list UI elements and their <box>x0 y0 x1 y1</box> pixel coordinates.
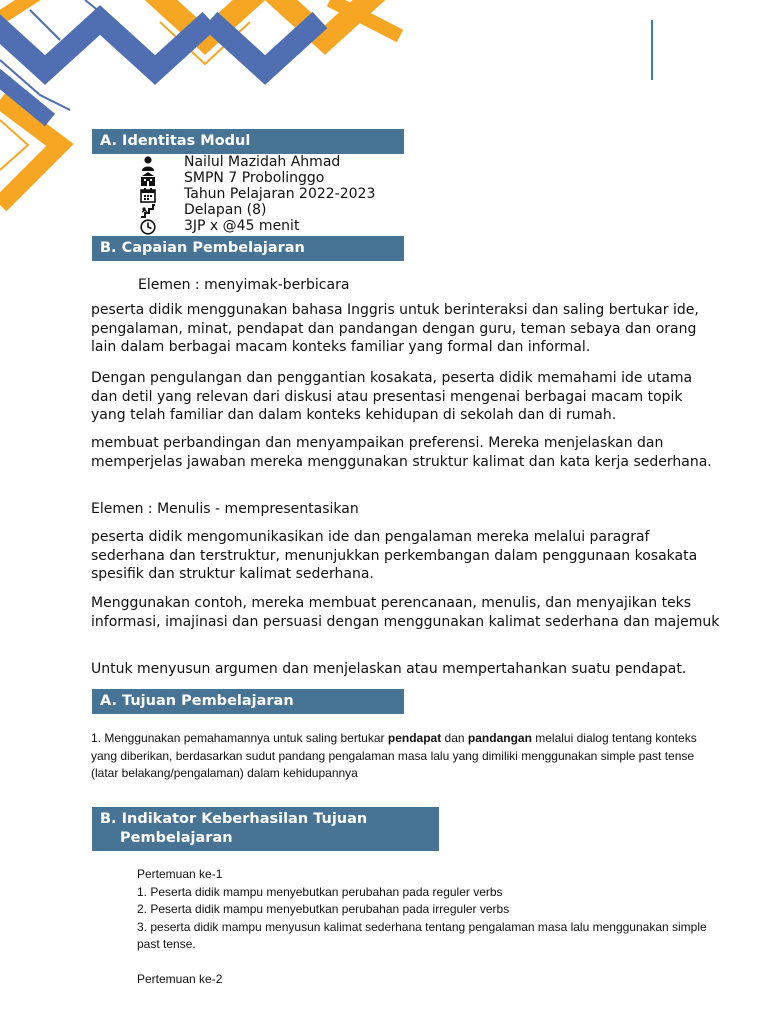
indikator-item-1: 1. Peserta didik mampu menyebutkan perubahan pada reguler verbs <box>137 884 503 899</box>
pertemuan-2-label: Pertemuan ke-2 <box>137 972 223 986</box>
indikator-item-2: 2. Peserta didik mampu menyebutkan perubahan pada irreguler verbs <box>137 902 510 916</box>
tujuan-item-1: 1. Menggunakan pemahamannya untuk saling bertukar pendapat dan pandangan melalui dialog tentang konteks yang diberikan, berdasarkan sudut pandang pengalaman masa lalu yang dimiliki menggunakan simple past tense (latar belakang/pengalaman) dalam kehidupannya <box>91 731 697 780</box>
user-icon <box>138 155 158 171</box>
indikator-item-3: 3. peserta didik mampu menyusun kalimat sederhana tentang pengalaman masa lalu menggunakan simple past tense. <box>137 919 707 951</box>
capaian-paragraph-6: Untuk menyusun argumen dan menjelaskan atau mempertahankan suatu pendapat. <box>91 661 687 677</box>
capaian-paragraph-1: peserta didik menggunakan bahasa Inggris untuk berinteraksi dan saling bertukar ide, pengalaman, minat, pendapat dan pandangan dengan guru, teman sebaya dan orang lain dalam berbagai macam konteks familiar yang formal dan informal. <box>91 302 699 355</box>
identitas-row-school <box>138 170 325 187</box>
section-header-capaian: B. Capaian Pembelajaran <box>92 236 404 261</box>
section-header-indikator: B. Indikator Keberhasilan Tujuan Pembelajaran <box>92 807 439 851</box>
identitas-year: Tahun Pelajaran 2022-2023 <box>184 186 376 202</box>
identitas-row-year <box>138 186 376 203</box>
capaian-paragraph-5: Menggunakan contoh, mereka membuat perencanaan, menulis, dan menyajikan teks informasi, imajinasi dan persuasi dengan menggunakan kalimat sederhana dan majemuk <box>91 595 720 630</box>
clock-icon <box>138 219 158 235</box>
vertical-accent-line <box>651 20 653 80</box>
identitas-row-name <box>138 154 341 171</box>
elemen-menulis: Elemen : Menulis - mempresentasikan <box>91 501 359 517</box>
identitas-row-grade <box>138 202 267 219</box>
stairs-icon <box>138 203 158 219</box>
indikator-list <box>137 866 727 989</box>
section-header-tujuan: A. Tujuan Pembelajaran <box>92 689 404 714</box>
identitas-duration: 3JP x @45 menit <box>184 218 300 234</box>
calendar-icon <box>138 187 158 203</box>
pertemuan-1-label: Pertemuan ke-1 <box>137 867 223 881</box>
school-icon <box>138 171 158 187</box>
elemen-menyimak: Elemen : menyimak-berbicara <box>138 277 350 293</box>
capaian-paragraph-4: peserta didik mengomunikasikan ide dan pengalaman mereka melalui paragraf sederhana dan terstruktur, menunjukkan perkembangan dalam penggunaan kosakata spesifik dan struktur kalimat sederhana. <box>91 529 698 582</box>
capaian-paragraph-3: membuat perbandingan dan menyampaikan preferensi. Mereka menjelaskan dan memperjelas jawaban mereka menggunakan struktur kalimat dan kata kerja sederhana. <box>91 435 712 470</box>
capaian-paragraph-2: Dengan pengulangan dan penggantian kosakata, peserta didik memahami ide utama dan detil yang relevan dari diskusi atau presentasi mengenai berbagai macam topik yang telah familiar dan dalam konteks kehidupan di sekolah dan di rumah. <box>91 370 693 423</box>
identitas-name: Nailul Mazidah Ahmad <box>184 154 341 170</box>
section-header-identitas: A. Identitas Modul <box>92 129 404 154</box>
identitas-grade: Delapan (8) <box>184 202 267 218</box>
identitas-row-duration <box>138 218 300 235</box>
identitas-school: SMPN 7 Probolinggo <box>184 170 325 186</box>
